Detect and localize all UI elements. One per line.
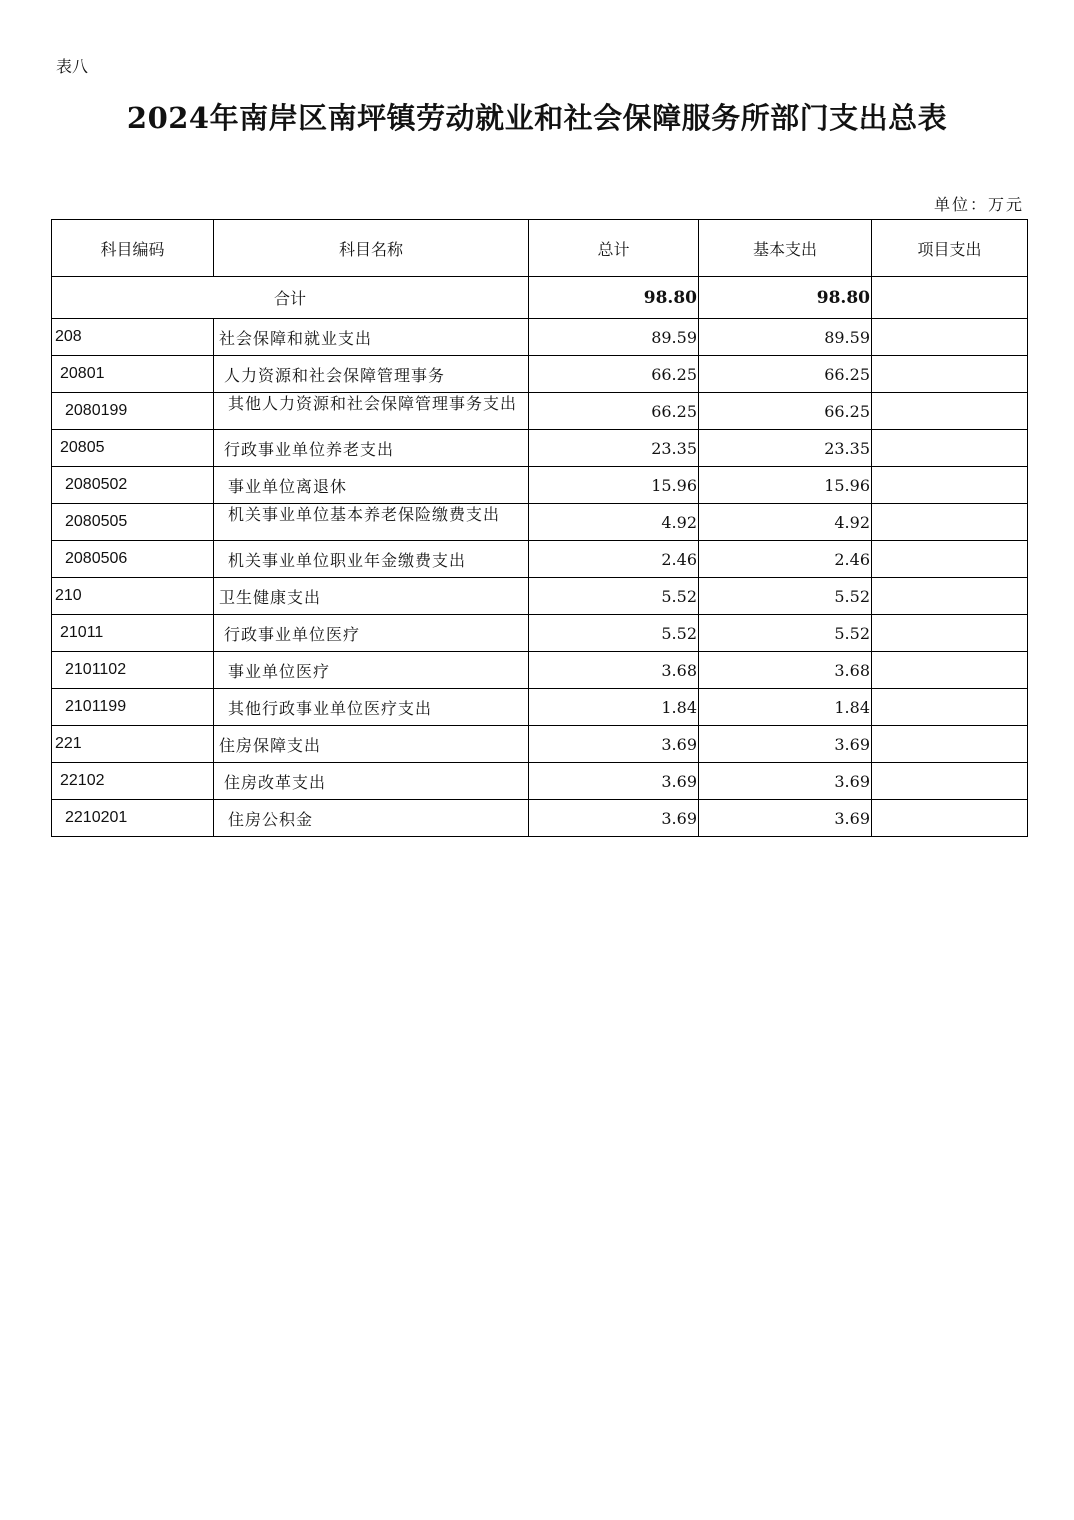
row-basic: 1.84 [699, 689, 872, 726]
row-total: 1.84 [529, 689, 699, 726]
row-project [872, 689, 1028, 726]
row-project [872, 504, 1028, 541]
row-code: 2080199 [52, 393, 214, 430]
row-total: 3.69 [529, 763, 699, 800]
table-number-label: 表八 [56, 57, 89, 76]
row-code: 208 [52, 319, 214, 356]
table-row [52, 541, 1028, 578]
total-project [872, 277, 1028, 319]
row-basic: 4.92 [699, 504, 872, 541]
row-code: 2080505 [52, 504, 214, 541]
row-name: 社会保障和就业支出 [214, 319, 529, 356]
row-total: 3.68 [529, 652, 699, 689]
row-name: 其他人力资源和社会保障管理事务支出 [214, 393, 529, 430]
row-name: 住房保障支出 [214, 726, 529, 763]
table-row [52, 652, 1028, 689]
row-project [872, 615, 1028, 652]
table-row [52, 578, 1028, 615]
row-total: 5.52 [529, 578, 699, 615]
row-code: 21011 [52, 615, 214, 652]
row-code: 20801 [52, 356, 214, 393]
row-name: 行政事业单位养老支出 [214, 430, 529, 467]
row-name: 卫生健康支出 [214, 578, 529, 615]
row-total: 89.59 [529, 319, 699, 356]
row-code: 2080502 [52, 467, 214, 504]
row-project [872, 467, 1028, 504]
total-total: 98.80 [529, 277, 699, 319]
row-name: 事业单位离退休 [214, 467, 529, 504]
row-name: 机关事业单位职业年金缴费支出 [214, 541, 529, 578]
row-basic: 3.69 [699, 726, 872, 763]
total-basic: 98.80 [699, 277, 872, 319]
row-total: 5.52 [529, 615, 699, 652]
row-total: 23.35 [529, 430, 699, 467]
row-basic: 5.52 [699, 578, 872, 615]
table-row [52, 356, 1028, 393]
table-row [52, 319, 1028, 356]
row-basic: 2.46 [699, 541, 872, 578]
table-row [52, 393, 1028, 430]
total-row [52, 277, 1028, 319]
row-project [872, 541, 1028, 578]
table-row [52, 726, 1028, 763]
row-name: 事业单位医疗 [214, 652, 529, 689]
unit-label: 单位：万元 [933, 195, 1024, 214]
row-basic: 3.68 [699, 652, 872, 689]
table-row [52, 430, 1028, 467]
header-basic: 基本支出 [699, 220, 872, 277]
row-code: 2101102 [52, 652, 214, 689]
header-total: 总计 [529, 220, 699, 277]
table-row [52, 504, 1028, 541]
header-project: 项目支出 [872, 220, 1028, 277]
header-name: 科目名称 [214, 220, 529, 277]
header-row [52, 220, 1028, 277]
row-project [872, 763, 1028, 800]
row-basic: 89.59 [699, 319, 872, 356]
page-title: 2024年南岸区南坪镇劳动就业和社会保障服务所部门支出总表 [126, 101, 948, 135]
total-label: 合计 [52, 277, 529, 319]
row-project [872, 356, 1028, 393]
row-name: 行政事业单位医疗 [214, 615, 529, 652]
row-project [872, 652, 1028, 689]
row-project [872, 800, 1028, 837]
table-row [52, 615, 1028, 652]
expenditure-table [51, 219, 1028, 837]
row-code: 2080506 [52, 541, 214, 578]
row-total: 66.25 [529, 393, 699, 430]
row-project [872, 319, 1028, 356]
row-total: 66.25 [529, 356, 699, 393]
row-total: 15.96 [529, 467, 699, 504]
row-total: 3.69 [529, 800, 699, 837]
table-row [52, 800, 1028, 837]
row-total: 3.69 [529, 726, 699, 763]
row-name: 机关事业单位基本养老保险缴费支出 [214, 504, 529, 541]
row-name: 其他行政事业单位医疗支出 [214, 689, 529, 726]
header-code: 科目编码 [52, 220, 214, 277]
row-code: 221 [52, 726, 214, 763]
row-code: 2210201 [52, 800, 214, 837]
row-project [872, 726, 1028, 763]
row-name: 人力资源和社会保障管理事务 [214, 356, 529, 393]
table-row [52, 763, 1028, 800]
row-project [872, 430, 1028, 467]
row-basic: 66.25 [699, 356, 872, 393]
row-total: 4.92 [529, 504, 699, 541]
row-basic: 5.52 [699, 615, 872, 652]
row-code: 210 [52, 578, 214, 615]
row-name: 住房改革支出 [214, 763, 529, 800]
table-row [52, 689, 1028, 726]
row-basic: 66.25 [699, 393, 872, 430]
row-basic: 3.69 [699, 800, 872, 837]
row-basic: 23.35 [699, 430, 872, 467]
row-basic: 15.96 [699, 467, 872, 504]
row-code: 2101199 [52, 689, 214, 726]
row-total: 2.46 [529, 541, 699, 578]
row-basic: 3.69 [699, 763, 872, 800]
row-name: 住房公积金 [214, 800, 529, 837]
row-project [872, 393, 1028, 430]
table-row [52, 467, 1028, 504]
row-code: 22102 [52, 763, 214, 800]
row-code: 20805 [52, 430, 214, 467]
row-project [872, 578, 1028, 615]
